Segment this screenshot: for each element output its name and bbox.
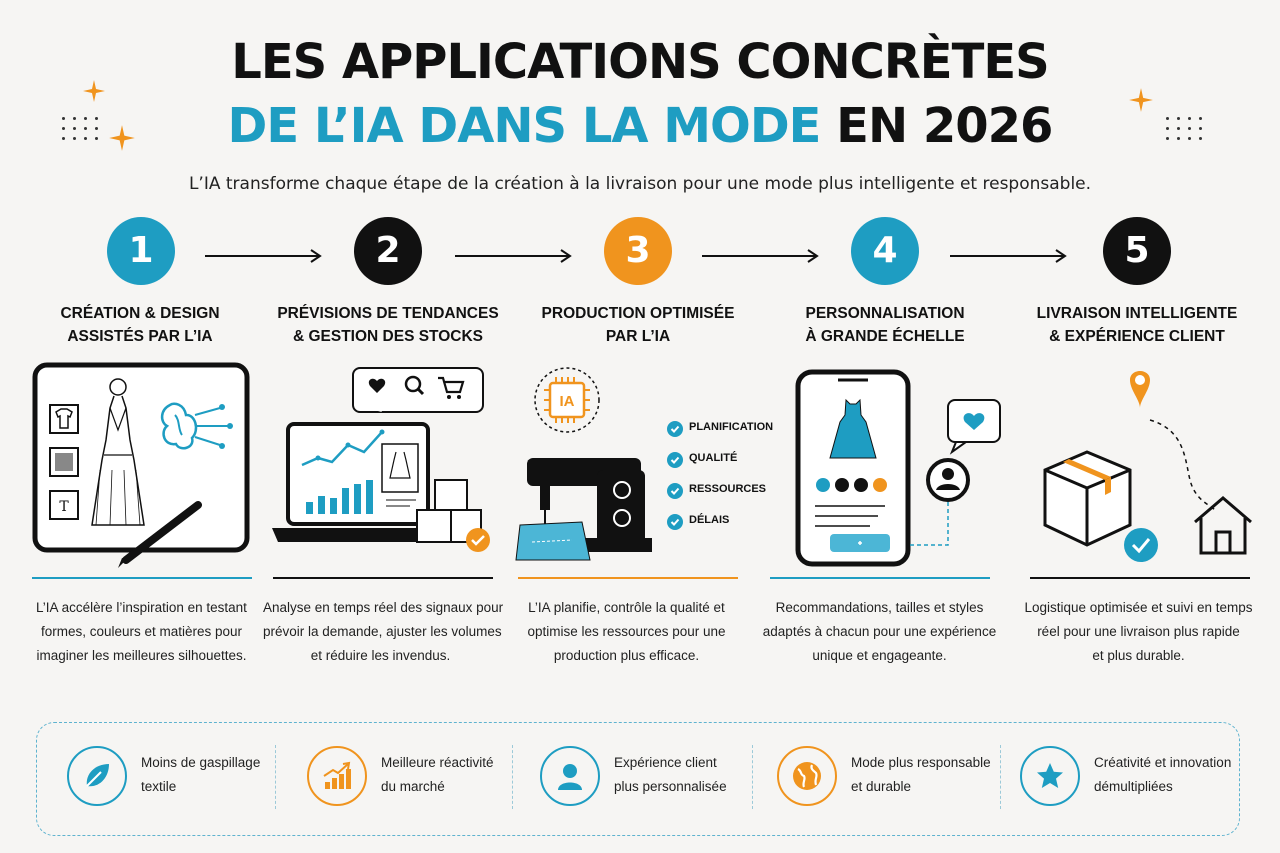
benefit-divider <box>512 745 513 809</box>
benefit-line: plus personnalisée <box>614 779 727 794</box>
delivery-illustration <box>1035 360 1260 570</box>
step-separator <box>770 577 990 579</box>
checklist-label: DÉLAIS <box>689 514 730 526</box>
step-title-5 <box>1017 302 1257 348</box>
desc-line: L’IA planifie, contrôle la qualité et <box>528 600 725 615</box>
step-title-line: À GRANDE ÉCHELLE <box>805 328 965 345</box>
benefit-text <box>1094 751 1234 799</box>
benefit-text <box>141 751 291 799</box>
desc-line: production plus efficace. <box>553 648 700 663</box>
benefit-line: Expérience client <box>614 755 717 770</box>
arrow-right-icon <box>702 249 820 263</box>
step-title-line: & GESTION DES STOCKS <box>292 328 484 345</box>
check-circle-icon <box>667 421 683 437</box>
benefit-divider <box>275 745 276 809</box>
checklist-label: QUALITÉ <box>689 452 738 464</box>
benefit-line: Moins de gaspillage <box>141 755 261 770</box>
desc-line: Recommandations, tailles et styles <box>775 600 984 615</box>
checklist-item <box>667 449 787 469</box>
step-separator <box>1030 577 1250 579</box>
checklist-item <box>667 511 787 531</box>
step-title-line: ASSISTÉS PAR L’IA <box>67 328 213 345</box>
benefit-text <box>381 751 531 799</box>
checklist-item <box>667 480 787 500</box>
benefit-item-market <box>307 741 507 815</box>
desc-line: optimise les ressources pour une <box>527 624 726 639</box>
step-title-4 <box>765 302 1005 348</box>
benefit-line: démultipliées <box>1094 779 1173 794</box>
benefit-text <box>614 751 764 799</box>
step-separator <box>32 577 252 579</box>
step-title-3 <box>518 302 758 348</box>
arrow-right-icon <box>455 249 573 263</box>
benefit-divider <box>1000 745 1001 809</box>
check-circle-icon <box>667 483 683 499</box>
laptop-analytics-illustration <box>270 360 495 570</box>
benefit-item-creativity <box>1020 741 1230 815</box>
desc-line: imaginer les meilleures silhouettes. <box>36 648 247 663</box>
checklist-label: RESSOURCES <box>689 483 767 495</box>
checklist-label: PLANIFICATION <box>689 421 774 433</box>
title-highlight: DE L’IA DANS LA MODE <box>227 98 821 154</box>
step-number-5: 5 <box>1103 217 1171 285</box>
step-title-line: LIVRAISON INTELLIGENTE <box>1036 305 1238 322</box>
benefit-divider <box>752 745 753 809</box>
desc-line: adaptés à chacun pour une expérience <box>762 624 997 639</box>
desc-line: Logistique optimisée et suivi en temps <box>1024 600 1253 615</box>
step-title-line: PERSONNALISATION <box>805 305 965 322</box>
step-title-1 <box>20 302 260 348</box>
phone-personalization-illustration <box>790 360 1015 575</box>
checklist-item <box>667 418 787 438</box>
globe-icon <box>777 746 837 806</box>
benefit-item-sustainable <box>777 741 997 815</box>
benefit-item-waste <box>67 741 267 815</box>
step-title-line: PAR L’IA <box>605 328 671 345</box>
page-title-line2 <box>0 98 1280 154</box>
check-circle-icon <box>667 514 683 530</box>
title-year: EN 2026 <box>820 98 1053 154</box>
check-circle-icon <box>667 452 683 468</box>
step-number-2: 2 <box>354 217 422 285</box>
ai-chip-label: IA <box>559 393 575 410</box>
desc-line: Analyse en temps réel des signaux pour <box>263 600 504 615</box>
tile-letter: T <box>59 499 69 515</box>
step-number-1: 1 <box>107 217 175 285</box>
step-separator <box>518 577 738 579</box>
benefit-line: Mode plus responsable <box>851 755 991 770</box>
growth-chart-icon <box>307 746 367 806</box>
desc-line: et réduire les invendus. <box>310 648 451 663</box>
desc-line: et plus durable. <box>1092 648 1185 663</box>
desc-line: unique et engageante. <box>812 648 947 663</box>
page-subtitle: L’IA transforme chaque étape de la création à la livraison pour une mode plus intelligente et responsable. <box>188 174 1092 194</box>
step-description-1 <box>24 596 259 668</box>
page-title-line1: LES APPLICATIONS CONCRÈTES <box>231 34 1049 90</box>
step-description-4 <box>762 596 997 668</box>
benefit-line: Meilleure réactivité <box>381 755 494 770</box>
benefit-item-customer <box>540 741 740 815</box>
benefit-line: du marché <box>381 779 445 794</box>
arrow-right-icon <box>205 249 323 263</box>
step-title-line: CRÉATION & DESIGN <box>60 305 220 322</box>
desc-line: prévoir la demande, ajuster les volumes <box>263 624 502 639</box>
step-separator <box>273 577 493 579</box>
step-number-3: 3 <box>604 217 672 285</box>
step-title-line: PRODUCTION OPTIMISÉE <box>541 305 735 322</box>
step-description-5 <box>1021 596 1256 668</box>
desc-line: L’IA accélère l’inspiration en testant <box>36 600 247 615</box>
benefit-line: textile <box>141 779 177 794</box>
step-title-line: & EXPÉRIENCE CLIENT <box>1049 328 1225 345</box>
benefit-line: Créativité et innovation <box>1094 755 1232 770</box>
arrow-right-icon <box>950 249 1068 263</box>
user-icon <box>540 746 600 806</box>
benefit-text <box>851 751 1011 799</box>
leaf-icon <box>67 746 127 806</box>
step-title-line: PRÉVISIONS DE TENDANCES <box>277 305 499 322</box>
desc-line: réel pour une livraison plus rapide <box>1037 624 1240 639</box>
step-description-2 <box>263 596 504 668</box>
step-description-3 <box>509 596 744 668</box>
benefit-line: et durable <box>851 779 912 794</box>
step-title-2 <box>268 302 508 348</box>
star-icon <box>1020 746 1080 806</box>
desc-line: formes, couleurs et matières pour <box>40 624 243 639</box>
step-number-4: 4 <box>851 217 919 285</box>
design-tablet-illustration <box>30 360 255 570</box>
